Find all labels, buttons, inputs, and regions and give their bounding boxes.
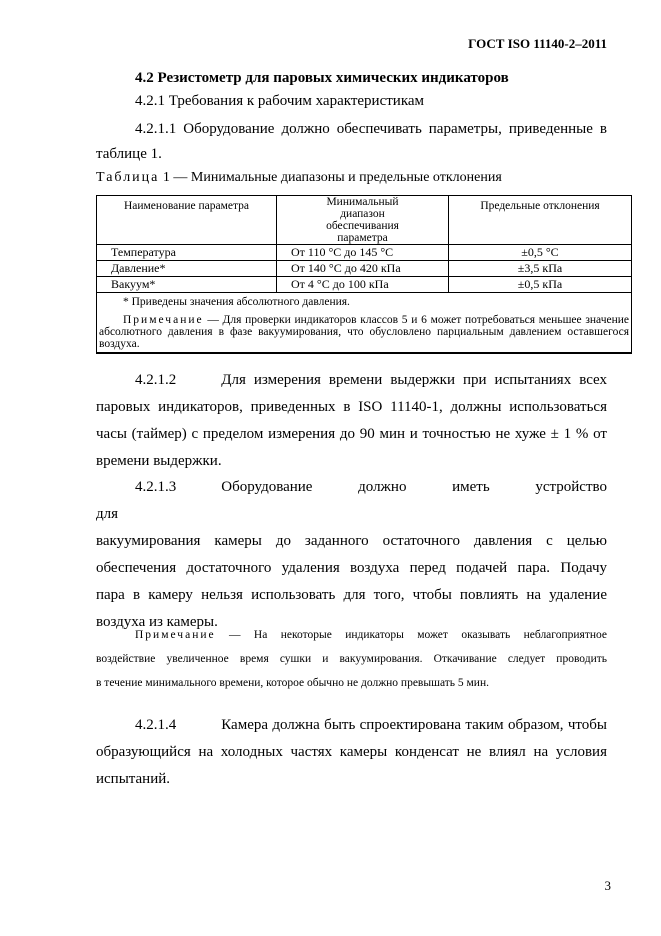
note-vacuum-line-1 xyxy=(96,623,607,647)
note-vacuum-text-1: — На некоторые индикаторы может оказывать неблагоприятное xyxy=(215,629,607,641)
paragraph-4213-line-5: воздуха из камеры. xyxy=(96,614,218,630)
paragraph-4214-line-3: испытаний. xyxy=(96,771,171,787)
paragraph-4212-text-1: Для измерения времени выдержки при испытаниях всех xyxy=(221,372,607,388)
paragraph-4213-line-4: пара в камеру нельзя использовать для того, чтобы повлиять на удаление xyxy=(96,587,607,603)
section-title: 4.2 Резистометр для паровых химических индикаторов xyxy=(135,70,509,86)
paragraph-4214-text-1: Камера должна быть спроектирована таким образом, чтобы xyxy=(221,717,607,733)
paragraph-4212 xyxy=(96,367,607,475)
paragraph-4212-line-4: времени выдержки. xyxy=(96,453,222,469)
paragraph-4212-line-1 xyxy=(96,367,607,394)
table-header-deviation: Предельные отклонения xyxy=(449,196,632,245)
paragraph-4214-line-1 xyxy=(96,712,607,739)
paragraph-4213 xyxy=(96,474,607,636)
paragraph-4213-line-1 xyxy=(96,474,607,528)
note-vacuum-line-3: в течение минимального времени, которое обычно не должно превышать 5 мин. xyxy=(96,677,489,689)
paragraph-4211-cont: таблице 1. xyxy=(96,146,162,162)
note-vacuum-line-2: воздействие увеличенное время сушки и вакуумирования. Откачивание следует проводить xyxy=(96,653,607,665)
table-row xyxy=(97,245,632,261)
paragraph-4213-number: 4.2.1.3 xyxy=(135,479,177,495)
table-footer-row xyxy=(97,293,632,354)
table-caption-label: Таблица xyxy=(96,170,160,185)
table-note-label: Примечание xyxy=(123,314,204,326)
table-header-row xyxy=(97,196,632,245)
page-number: 3 xyxy=(604,878,611,893)
paragraph-4214-line-2: образующийся на холодных частях камеры конденсат не влиял на условия xyxy=(96,744,607,760)
paragraph-4213-text-1: Оборудование должно иметь устройство для xyxy=(96,479,607,522)
paragraph-4213-line-2: вакуумирования камеры до заданного остаточного давления с целью xyxy=(96,533,607,549)
table-header-name: Наименование параметра xyxy=(97,196,277,245)
table-cell-range: От 110 °С до 145 °С xyxy=(277,245,449,261)
paragraph-4214-number: 4.2.1.4 xyxy=(135,717,177,733)
table-footnote: * Приведены значения абсолютного давления. xyxy=(123,296,350,308)
table-note-text: — Для проверки индикаторов классов 5 и 6 может потребоваться меньшее значение абсолютного давления в фазе вакуумирования, что обусловлено парциальным давлением оставшегося воздуха. xyxy=(99,314,629,350)
paragraph-4212-line-3: часы (таймер) с пределом измерения до 90 мин и точностью не хуже ± 1 % от xyxy=(96,426,607,442)
table-caption-text: 1 — Минимальные диапазоны и предельные отклонения xyxy=(162,170,502,185)
note-vacuum xyxy=(96,623,607,695)
table-cell-name: Температура xyxy=(97,245,277,261)
parameters-table xyxy=(96,195,632,354)
paragraph-4214 xyxy=(96,712,607,793)
paragraph-4213-line-3: обеспечения достаточного удаления воздуха перед подачей пара. Подачу xyxy=(96,560,607,576)
table-cell-name: Вакуум* xyxy=(97,277,277,293)
table-cell-deviation: ±0,5 °С xyxy=(449,245,632,261)
table-header-range: Минимальный диапазон обеспечивания параметра xyxy=(277,196,449,245)
paragraph-4212-number: 4.2.1.2 xyxy=(135,372,177,388)
table-cell-deviation: ±0,5 кПа xyxy=(449,277,632,293)
table-row xyxy=(97,261,632,277)
table-footer xyxy=(97,293,632,354)
table-cell-name: Давление* xyxy=(97,261,277,277)
note-vacuum-label: Примечание xyxy=(135,629,216,641)
table-cell-deviation: ±3,5 кПа xyxy=(449,261,632,277)
paragraph-4212-line-2: паровых индикаторов, приведенных в ISO 11140-1, должны использоваться xyxy=(96,399,607,415)
paragraph-4211-line-1: 4.2.1.1 Оборудование должно обеспечивать параметры, приведенные в xyxy=(135,121,607,137)
table-cell-range: От 140 °С до 420 кПа xyxy=(277,261,449,277)
table-row xyxy=(97,277,632,293)
paragraph-4211 xyxy=(135,116,607,143)
table-note xyxy=(99,314,629,350)
table-caption xyxy=(96,170,502,186)
standard-header: ГОСТ ISO 11140-2–2011 xyxy=(468,36,607,51)
subsection-title: 4.2.1 Требования к рабочим характеристикам xyxy=(135,93,425,109)
table-cell-range: От 4 °С до 100 кПа xyxy=(277,277,449,293)
